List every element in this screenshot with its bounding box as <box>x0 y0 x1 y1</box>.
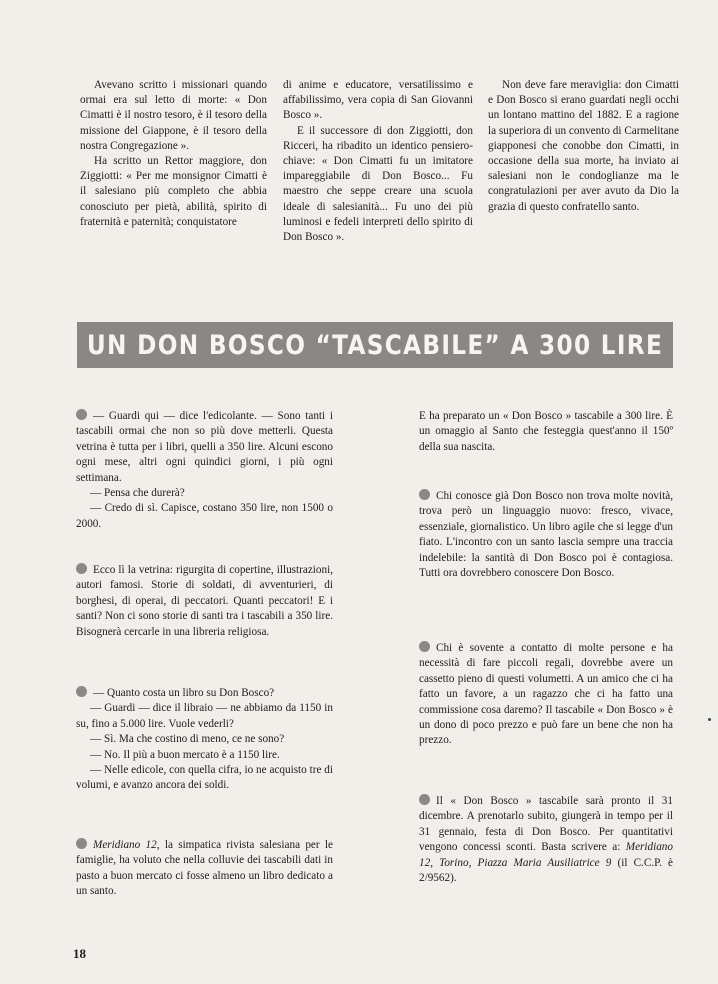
intro-column-1 <box>80 78 267 230</box>
article-title-banner <box>77 322 673 368</box>
dialogue-line: — Guardi — dice il libraio — ne abbiamo da 1150 in su, fino a 5.000 lire. Vuole vederli? <box>76 702 333 730</box>
intro-column-3 <box>488 78 679 215</box>
paragraph: E il successore di don Ziggiotti, don Ricceri, ha ribadito un identico pensiero-chiave: « Don Cimatti fu un imitatore impareggiabile di Don Bosco... Fu maestro che seppe creare una scuola ideale di salesianità... Fu uno dei più luminosi e fedeli interpreti dello spirito di Don Bosco ». <box>283 124 473 244</box>
dialogue-line: — Quanto costa un libro su Don Bosco? <box>76 686 333 701</box>
paragraph: di anime e educatore, versatilissimo e affabilissimo, vera copia di San Giovanni Bosco ». <box>283 79 473 122</box>
paragraph: Avevano scritto i missionari quando ormai era sul letto di morte: « Don Cimatti è il nostro tesoro, è il tesoro della missione del Giappone, è il tesoro della nostra Congregazione ». <box>80 79 267 152</box>
paragraph: Il « Don Bosco » tascabile sarà pronto il 31 dicembre. A prenotarlo subito, giungerà in tempo per il 31 gennaio, festa di Don Bosco. Per quantitativi vengono concessi sconti. Basta scrivere a: Meridiano 12, Torino, Piazza Maria Ausiliatrice 9 (il C.C.P. è 2/9562). <box>419 795 674 885</box>
bullet-dot-icon <box>76 563 87 574</box>
paragraph: E ha preparato un « Don Bosco » tascabile a 300 lire. È un omaggio al Santo che festeggia quest'anno il 150º della sua nascita. <box>419 410 673 453</box>
bullet-dot-icon <box>419 794 430 805</box>
bullet-dot-icon <box>76 409 87 420</box>
dialogue-line: — No. Il più a buon mercato è a 1150 lire. <box>90 748 280 761</box>
right-block-4 <box>419 794 673 886</box>
left-block-3 <box>76 686 333 794</box>
paragraph: Ecco lì la vetrina: rigurgita di copertine, illustrazioni, autori famosi. Storie di soldati, di avventurieri, di borghesi, di operai, di peccatori. Quanti peccatori! E i santi? Non ci sono storie di santi tra i tascabili a 350 lire. Bisognerà cercarle in una libreria religiosa. <box>76 564 333 638</box>
right-block-2 <box>419 489 673 581</box>
article-title: UN DON BOSCO “TASCABILE” A 300 LIRE <box>86 329 664 361</box>
print-speck <box>708 718 711 721</box>
page-number: 18 <box>73 946 86 961</box>
paragraph: Chi conosce già Don Bosco non trova molte novità, trova però un linguaggio nuovo: fresco, vivace, essenziale, giornalistico. Un libro agile che si legge d'un fiato. L'incontro con un santo lascia sempre una traccia indelebile: la santità di Don Bosco poi è contagiosa. Tutti ora dovrebbero conoscere Don Bosco. <box>419 490 673 580</box>
paragraph: Chi è sovente a contatto di molte persone e ha necessità di fare piccoli regali, dovrebbe avere un cassetto pieno di questi volumetti. A un amico che ci ha fatto un favore, a un ragazzo che ci ha fatto una commissione cosa daremo? Il tascabile « Don Bosco » è un dono di poco prezzo e può fare un bene che non ha prezzo. <box>419 642 673 747</box>
dialogue-line: — Credo di sì. Capisce, costano 350 lire, non 1500 o 2000. <box>76 502 333 530</box>
right-block-3 <box>419 641 673 749</box>
paragraph: Non deve fare meraviglia: don Cimatti e Don Bosco si erano guardati negli occhi un lontano mattino del 1882. E a ragione la superiora di un convento di Carmelitane giapponesi che conobbe don Cimatti, in occasione della sua morte, ha inviato ai salesiani non le condoglianze ma le congratulazioni per aver avuto da Dio la grazia di questo confratello santo. <box>488 79 679 213</box>
right-block-1 <box>419 409 673 455</box>
dialogue-line: — Nelle edicole, con quella cifra, io ne acquisto tre di volumi, e avanzo ancora dei soldi. <box>76 764 333 792</box>
left-block-4 <box>76 838 333 900</box>
dialogue-line: — Pensa che durerà? <box>90 487 185 500</box>
bullet-dot-icon <box>419 489 430 500</box>
dialogue-line: — Sì. Ma che costino di meno, ce ne sono? <box>90 733 285 746</box>
paragraph: Meridiano 12, la simpatica rivista salesiana per le famiglie, ha voluto che nella colluvie dei tascabili dati in pasto a buon mercato ci fosse almeno un libro dedicato a un santo. <box>76 839 333 898</box>
bullet-dot-icon <box>76 838 87 849</box>
paragraph: Ha scritto un Rettor maggiore, don Ziggiotti: « Per me monsignor Cimatti è il salesiano più completo che abbia conosciuto per pietà, abilità, spirito di fraternità e paternità; conquistatore <box>80 155 267 228</box>
left-block-2 <box>76 563 333 640</box>
bullet-dot-icon <box>76 686 87 697</box>
intro-column-2 <box>283 78 473 245</box>
left-block-1 <box>76 409 333 532</box>
dialogue-line: — Guardi qui — dice l'edicolante. — Sono tanti i tascabili ormai che non so più dove metterli. Questa vetrina è tutta per i libri, quelli a 350 lire. Alcuni escono ogni mese, altri ogni quindici giorni, i più ogni settimana. <box>76 410 333 484</box>
bullet-dot-icon <box>419 641 430 652</box>
